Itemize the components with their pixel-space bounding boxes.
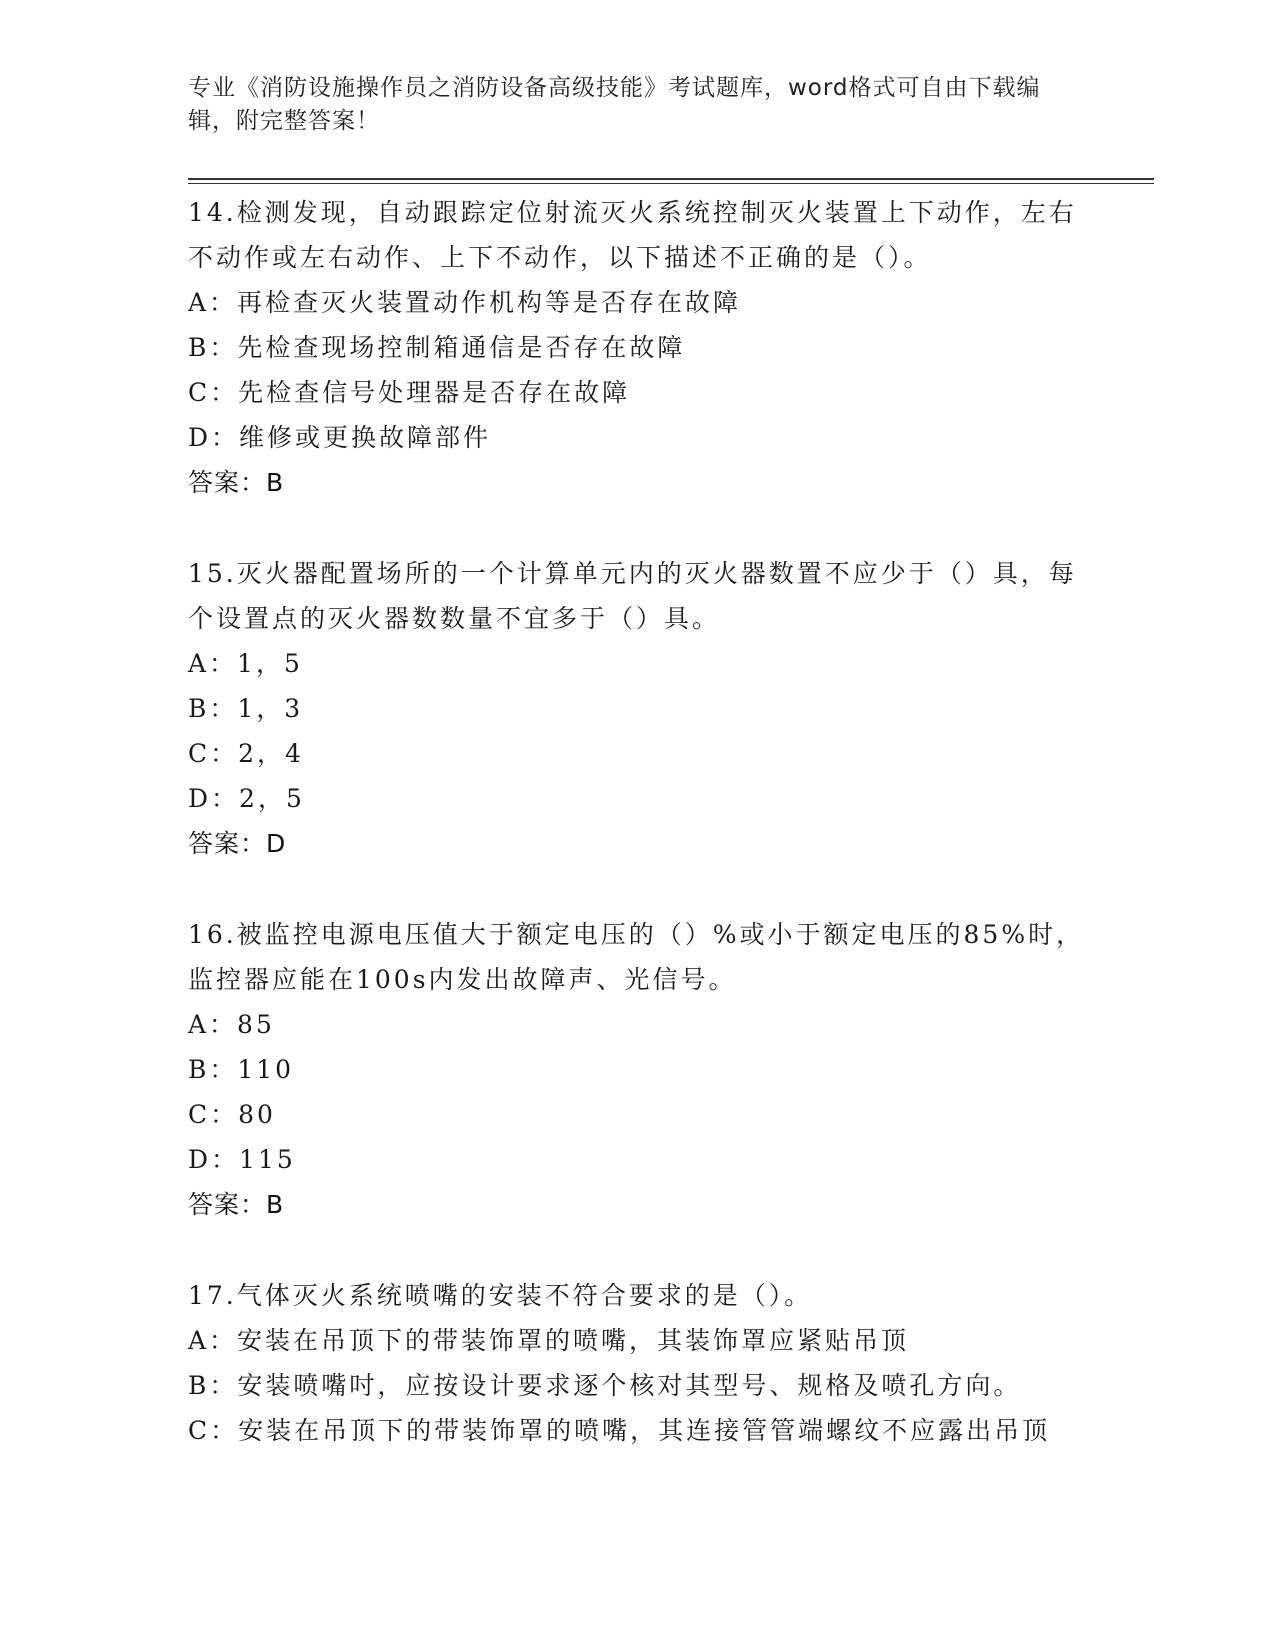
option-d: D：维修或更换故障部件 xyxy=(188,423,492,452)
option-a: A：再检查灭火装置动作机构等是否存在故障 xyxy=(188,288,742,317)
option-a: A：安装在吊顶下的带装饰罩的喷嘴，其装饰罩应紧贴吊顶 xyxy=(188,1326,910,1355)
question-14 xyxy=(188,190,1088,506)
option-b: B：先检查现场控制箱通信是否存在故障 xyxy=(188,333,686,362)
question-17 xyxy=(188,1273,1088,1453)
answer: 答案：B xyxy=(188,468,285,497)
question-text: 14.检测发现，自动跟踪定位射流灭火系统控制灭火装置上下动作，左右不动作或左右动作、上下不动作，以下描述不正确的是（）。 xyxy=(188,198,1077,272)
question-list xyxy=(188,190,1088,1498)
option-a: A：1，5 xyxy=(188,649,303,678)
question-text: 17.气体灭火系统喷嘴的安装不符合要求的是（）。 xyxy=(188,1281,813,1310)
answer: 答案：B xyxy=(188,1190,285,1219)
question-text: 15.灭火器配置场所的一个计算单元内的灭火器数置不应少于（）具，每个设置点的灭火器数数量不宜多于（）具。 xyxy=(188,559,1077,633)
option-b: B：安装喷嘴吋，应按设计要求逐个核对其型号、规格及喷孔方向。 xyxy=(188,1371,1022,1400)
option-c: C：安装在吊顶下的带装饰罩的喷嘴，其连接管管端螺纹不应露出吊顶 xyxy=(188,1416,1051,1445)
document-header: 专业《消防设施操作员之消防设备高级技能》考试题库，word格式可自由下载编辑，附完整答案！ xyxy=(188,75,1041,134)
option-c: C：先检查信号处理器是否存在故障 xyxy=(188,378,631,407)
option-d: D：2，5 xyxy=(188,784,305,813)
option-a: A：85 xyxy=(188,1010,275,1039)
question-text: 16.被监控电源电压值大于额定电压的（）%或小于额定电压的85%时，监控器应能在100s内发出故障声、光信号。 xyxy=(188,920,1085,994)
header-rule-thick xyxy=(188,178,1154,180)
option-b: B：110 xyxy=(188,1055,295,1084)
option-c: C：2，4 xyxy=(188,739,304,768)
answer: 答案：D xyxy=(188,829,287,858)
question-15 xyxy=(188,551,1088,867)
header-rule-thin xyxy=(188,183,1154,184)
option-b: B：1，3 xyxy=(188,694,304,723)
option-d: D：115 xyxy=(188,1145,296,1174)
question-16 xyxy=(188,912,1088,1228)
option-c: C：80 xyxy=(188,1100,276,1129)
